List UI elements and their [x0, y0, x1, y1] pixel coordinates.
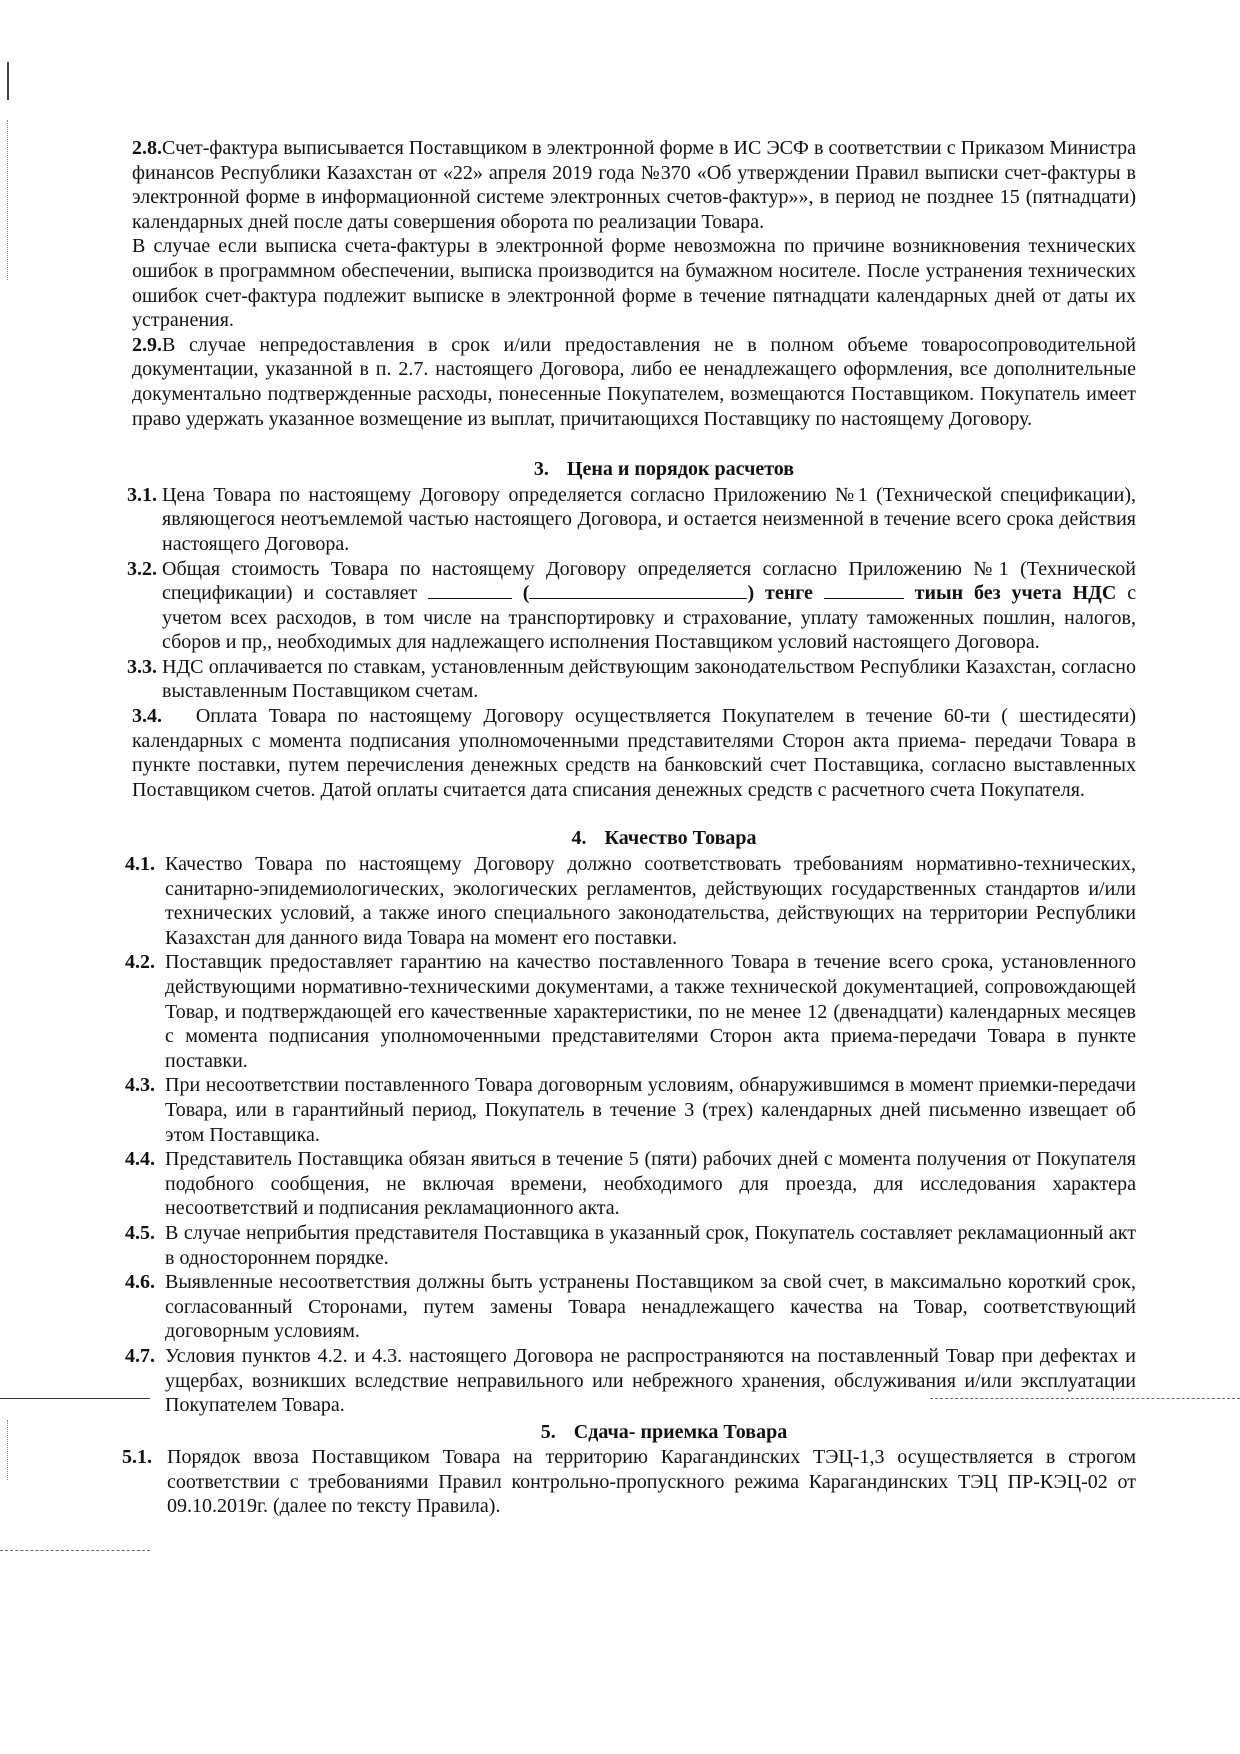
document-body: [122, 136, 1137, 1519]
clause-4-4: [125, 1147, 1136, 1221]
section-number: 4.: [571, 827, 587, 850]
paren-close: ): [747, 582, 755, 605]
clause-number: 2.8.: [132, 137, 162, 159]
clause-text: Выявленные несоответствия должны быть устранены Поставщиком за свой счет, в максимально короткий срок, согласованный Сторонами, путем замены Товара ненадлежащего качества на Товар, соответствующий договорным условиям.: [165, 1271, 1136, 1343]
paren-open: (: [522, 582, 530, 605]
amount-words-blank: [529, 582, 747, 599]
clause-text: При несоответствии поставленного Товара договорным условиям, обнаружившимся в момент приемки-передачи Товара, или в гарантийный период, Покупатель в течение 3 (трех) календарных дней письменно извещает об этом Поставщика.: [165, 1074, 1136, 1146]
clause-4-3: [125, 1073, 1136, 1147]
tenge-label: тенге: [765, 582, 813, 605]
clause-3-3: [127, 655, 1136, 704]
section-heading-4: [132, 826, 1136, 851]
clause-text: Счет-фактура выписывается Поставщиком в электронной форме в ИС ЭСФ в соответствии с Приказом Министра финансов Республики Казахстан от «22» апреля 2019 года №370 «Об утверждении Правил выписки счет-фактуры в электронной форме в информационной системе электронных счетов-фактур»», в период не позднее 15 (пятнадцати) календарных дней после даты совершения оборота по реализации Товара.: [132, 137, 1136, 233]
tiyn-label: тиын: [914, 582, 964, 605]
clause-number: 3.2.: [127, 557, 157, 580]
clause-number: 5.1.: [122, 1446, 152, 1469]
clause-number: 3.1.: [127, 483, 157, 506]
clause-3-2: [127, 557, 1137, 655]
clause-text: В случае непредоставления в срок и/или предоставления не в полном объеме товаросопроводительной документации, указанной в п. 2.7. настоящего Договора, либо ее ненадлежащего оформления, все дополнительные документально подтвержденные расходы, понесенные Покупателем, возмещаются Поставщиком. Покупатель имеет право удержать указанное возмещение из выплат, причитающихся Поставщику по настоящему Договору.: [132, 333, 1136, 430]
clause-3-1: [127, 483, 1136, 557]
clause-3-4: [132, 704, 1136, 802]
clause-4-5: [125, 1221, 1136, 1270]
paragraph-2-8-continued: В случае если выписка счета-фактуры в электронной форме невозможна по причине возникновения технических ошибок в программном обеспечении, выписка производится на бумажном носителе. После устранения технических ошибок счет-фактура подлежит выписке в электронной форме в течение пятнадцати календарных дней от даты их устранения.: [132, 235, 1136, 332]
scan-margin-mark: [7, 62, 9, 100]
scan-fold-line: [0, 1550, 150, 1551]
clause-text: В случае неприбытия представителя Поставщика в указанный срок, Покупатель составляет рекламационный акт в одностороннем порядке.: [165, 1221, 1136, 1269]
paragraph-2-8: [132, 136, 1136, 234]
clause-text: Поставщик предоставляет гарантию на качество поставленного Товара в течение всего срока, установленного действующими нормативно-техническими документами, а также технической документацией, сопровождающей Товар, и подтверждающей его качественные характеристики, по не менее 12 (двенадцати) календарных месяцев с момента подписания уполномоченными представителями Сторон акта приема-передачи Товара в пункте поставки.: [165, 951, 1136, 1072]
no-vat-label: без учета НДС: [974, 582, 1117, 605]
section-title: Качество Товара: [604, 827, 757, 850]
clause-text: Представитель Поставщика обязан явиться в течение 5 (пяти) рабочих дней с момента получения от Покупателя подобного сообщения, не включая времени, необходимого для проезда, для исследования характера несоответствий и подписания рекламационного акта.: [165, 1148, 1136, 1220]
clause-text-continued: с учетом всех расходов, в том числе на транспортировку и страхование, уплату таможенных пошлин, налогов, сборов и пр,, необходимых для надлежащего исполнения Поставщиком условий настоящего Договора.: [162, 582, 1137, 654]
section-heading-3: [132, 457, 1136, 482]
clause-4-6: [125, 1270, 1136, 1344]
section-heading-5: [132, 1420, 1136, 1445]
scan-margin-dots: [7, 120, 9, 280]
clause-text: Цена Товара по настоящему Договору определяется согласно Приложению №1 (Технической спецификации), являющегося неотъемлемой частью настоящего Договора, и остается неизменной в течение всего срока действия настоящего Договора.: [162, 483, 1136, 555]
section-number: 3.: [533, 458, 549, 481]
clause-text: НДС оплачивается по ставкам, установленным действующим законодательством Республики Казахстан, согласно выставленным Поставщиком счетам.: [162, 655, 1136, 703]
clause-4-1: [125, 852, 1136, 950]
clause-number: 4.3.: [125, 1074, 155, 1097]
clause-text: Качество Товара по настоящему Договору должно соответствовать требованиям нормативно-технических, санитарно-эпидемиологических, экологических регламентов, действующих государственных стандартов и/или технических условий, а также иного специального законодательства, действующих на территории Республики Казахстан для данного вида Товара на момент его поставки.: [165, 853, 1136, 949]
clause-number: 4.1.: [125, 853, 155, 876]
clause-number: 3.3.: [127, 655, 157, 678]
clause-number: 4.4.: [125, 1148, 155, 1171]
section-title: Сдача- приемка Товара: [573, 1420, 788, 1443]
section-number: 5.: [540, 1420, 556, 1443]
scan-margin-dots: [7, 1420, 9, 1480]
clause-4-7: [125, 1344, 1136, 1418]
clause-text: Порядок ввоза Поставщиком Товара на территорию Карагандинских ТЭЦ-1,3 осуществляется в строгом соответствии с требованиями Правил контрольно-пропускного режима Карагандинских ТЭЦ ПР-КЭЦ-02 от 09.10.2019г. (далее по тексту Правила).: [167, 1446, 1136, 1518]
clause-text: Оплата Товара по настоящему Договору осуществляется Покупателем в течение 60-ти ( шестидесяти) календарных с момента подписания уполномоченными представителями Сторон акта приема- передачи Товара в пункте поставки, путем перечисления денежных средств на банковский счет Поставщика, согласно выставленных Поставщиком счетов. Датой оплаты считается дата списания денежных средств с расчетного счета Покупателя.: [132, 705, 1137, 801]
clause-number: 2.9.: [132, 333, 162, 356]
paragraph-2-9: [132, 333, 1136, 431]
clause-number: 4.2.: [125, 951, 155, 974]
tiyn-blank: [824, 582, 904, 599]
amount-blank: [428, 582, 512, 599]
section-title: Цена и порядок расчетов: [566, 458, 795, 481]
clause-text: Общая стоимость Товара по настоящему Договору определяется согласно Приложению №1 (Технической спецификации) и составляет: [162, 557, 1136, 605]
clause-4-2: [125, 950, 1136, 1073]
clause-number: 3.4.: [132, 705, 162, 728]
clause-text: Условия пунктов 4.2. и 4.3. настоящего Договора не распространяются на поставленный Товар при дефектах и ущербах, возникших вследствие неправильного или небрежного хранения, обслуживания и/или эксплуатации Покупателем Товара.: [165, 1344, 1136, 1417]
clause-number: 4.5.: [125, 1221, 155, 1244]
clause-5-1: [122, 1445, 1136, 1519]
scan-fold-line: [0, 1398, 150, 1399]
clause-number: 4.7.: [125, 1344, 155, 1367]
clause-number: 4.6.: [125, 1271, 155, 1294]
